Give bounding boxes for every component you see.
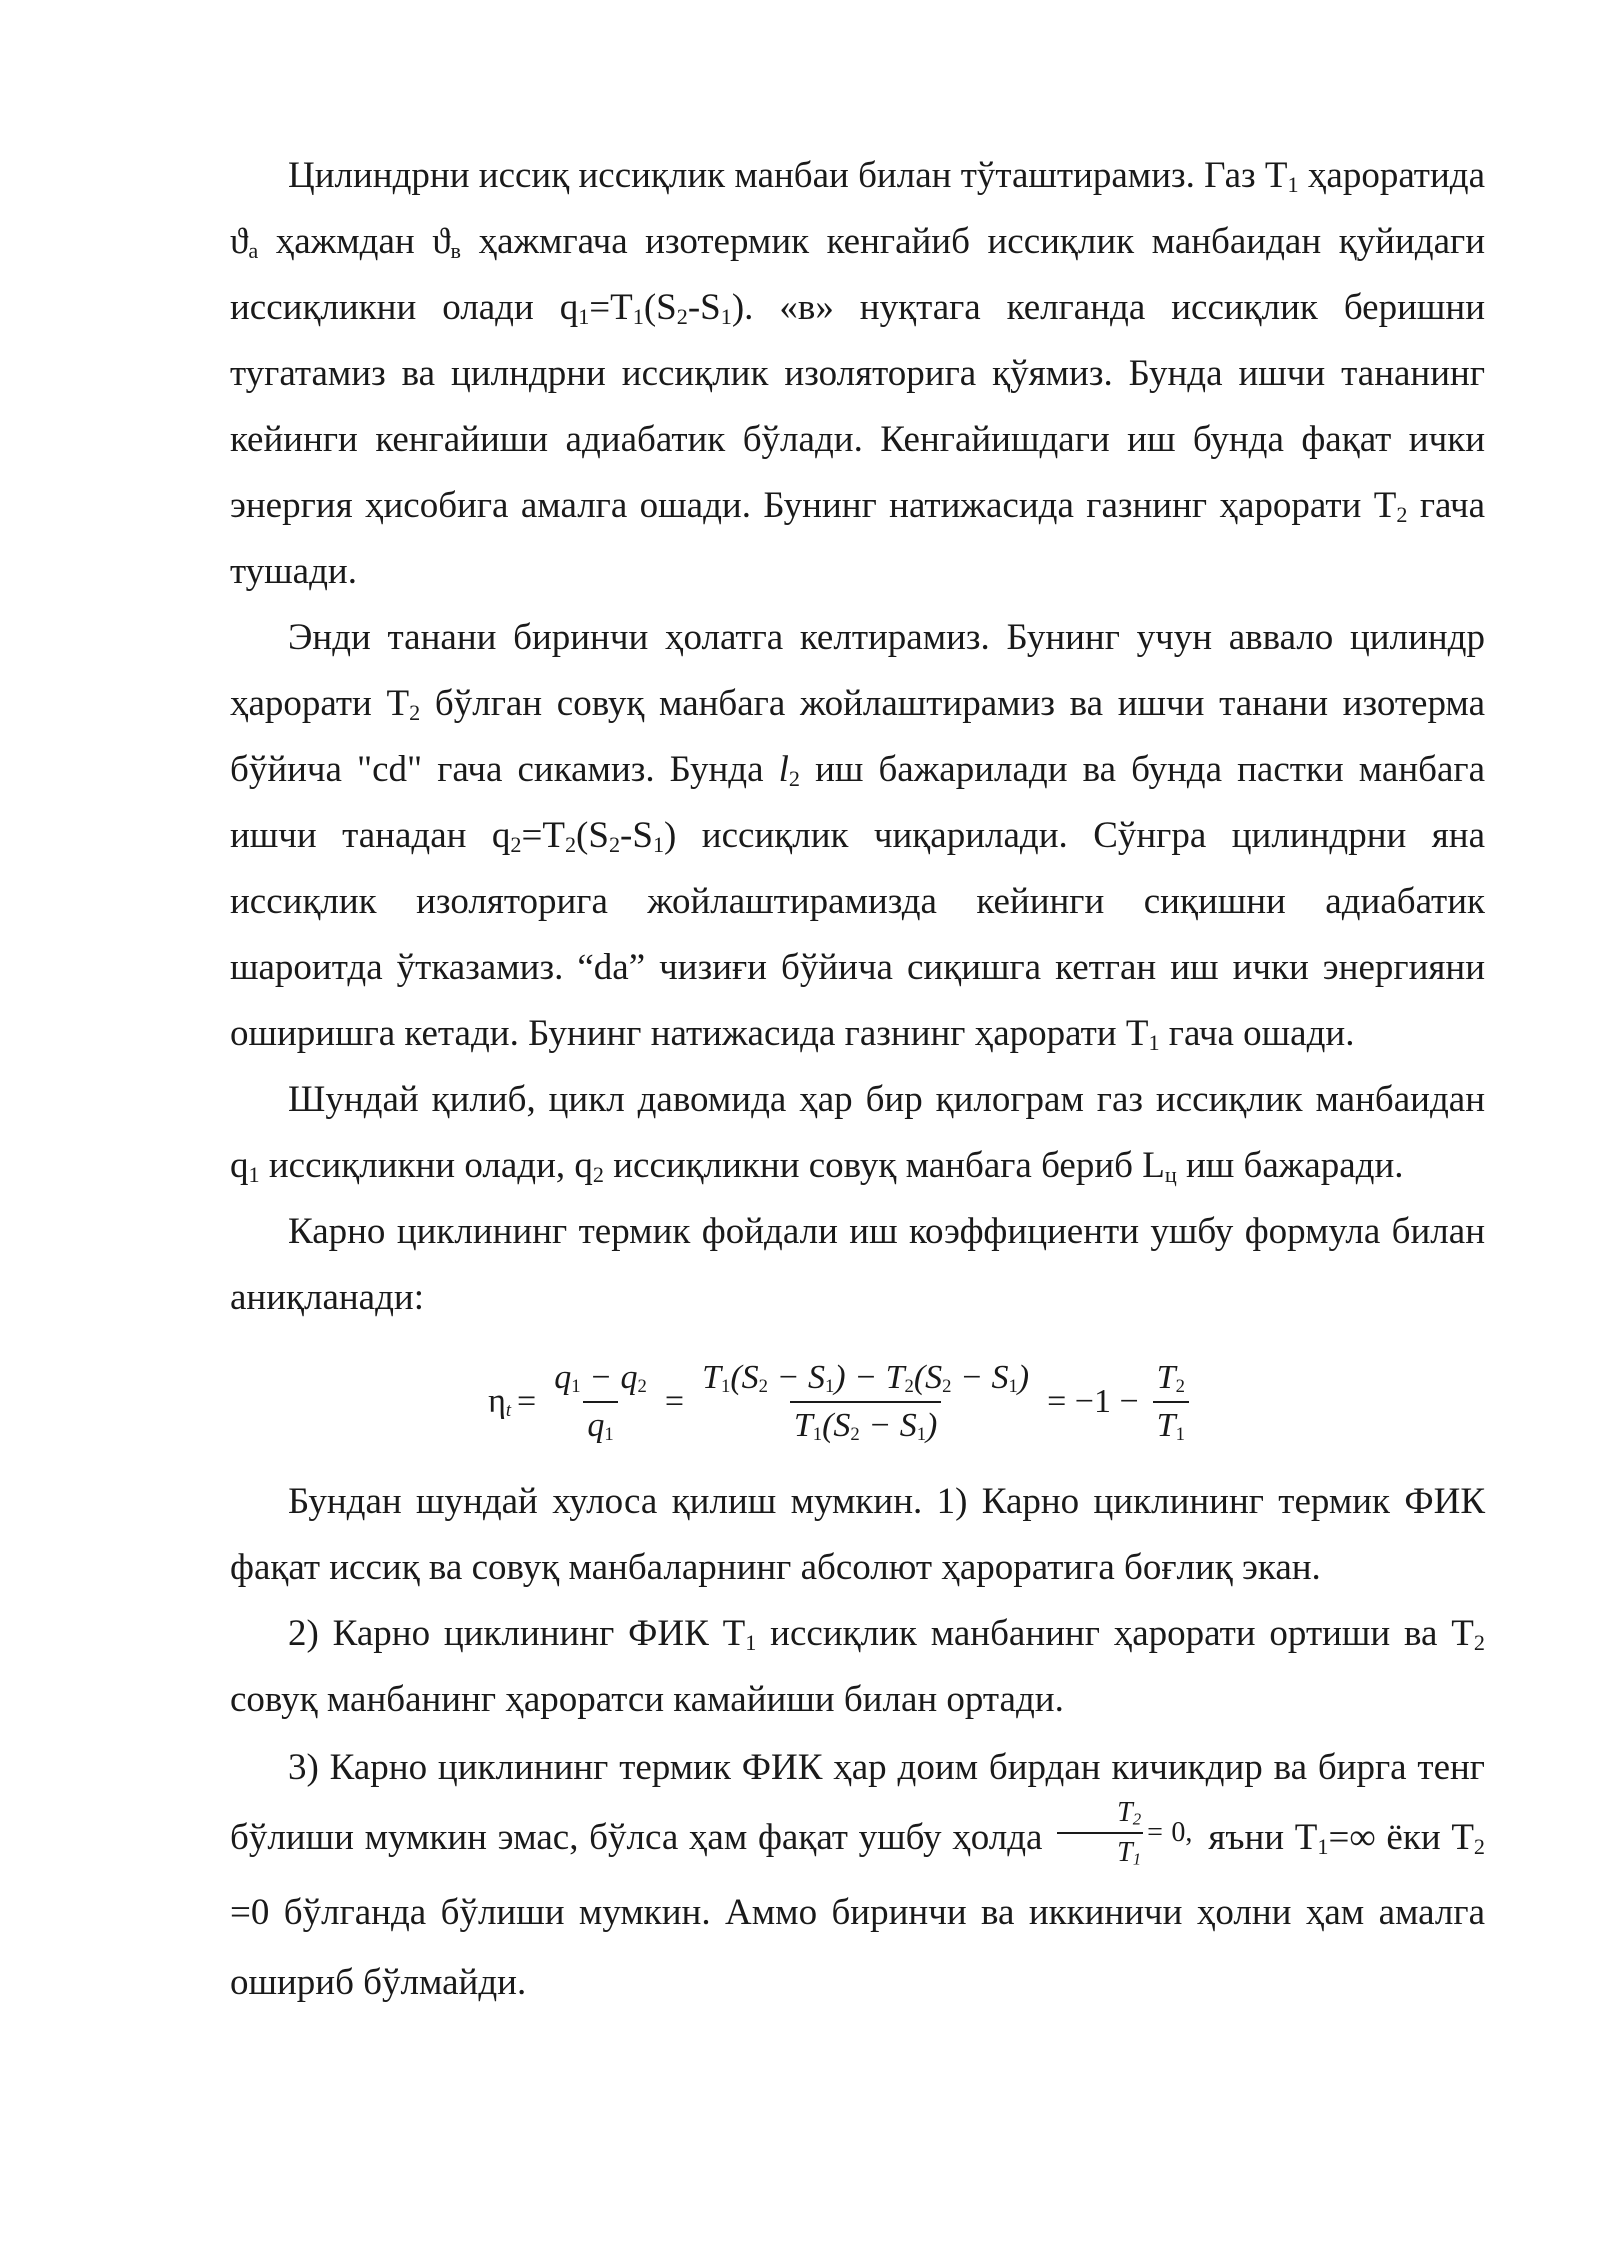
- inline-fraction-t2-t1: $\frac{T_2}{T_1}$: [1057, 1796, 1143, 1870]
- formula-equals-1: =: [517, 1383, 537, 1420]
- document-page: [230, 143, 1485, 2018]
- formula-fraction-heat: $\frac{q_1 - q_2}{q_1}$: [554, 1359, 647, 1446]
- formula-equals-3: = −1 −: [1047, 1383, 1139, 1420]
- formula-fraction-entropy: $\frac{T_1(S_2 - S_1) - T_2(S_2 - S_1)}{T_1(S_2 - S_1)}$: [702, 1359, 1030, 1446]
- paragraph-efficiency-intro: Карно циклининг термик фойдали иш коэффициенти ушбу формула билан аниқланади:: [230, 1211, 1485, 1318]
- formula-eta: $\eta_t$: [488, 1383, 512, 1422]
- paragraph-conclusion-1: Бундан шундай хулоса қилиш мумкин. 1) Карно циклининг термик ФИК фақат иссиқ ва совуқ манбаларнинг абсолют ҳароратига боғлиқ экан.: [230, 1481, 1485, 1588]
- paragraph-isothermal-expansion: Цилиндрни иссиқ иссиқлик манбаи билан тўташтирамиз. Газ $T_1$ ҳароратида $ϑ_а$ ҳажмдан $ϑ_в$ ҳажмгача изотермик кенгайиб иссиқлик манбаидан қуйидаги иссиқликни олади $q_1=T_1(S_2-S_1)$. «в» нуқтага келганда иссиқлик беришни тугатамиз ва цилндрни иссиқлик изоляторига қўямиз. Бунда ишчи тананинг кейинги кенгайиши адиабатик бўлади. Кенгайишдаги иш бунда фақат ички энергия ҳисобига амалга ошади. Бунинг натижасида газнинг ҳарорати $T_2$ гача тушади.: [230, 155, 1485, 592]
- formula-equals-2: =: [664, 1383, 685, 1420]
- carnot-efficiency-formula: [230, 1337, 1485, 1467]
- formula-fraction-temperature: $\frac{T_2}{T_1}$: [1153, 1359, 1189, 1445]
- paragraph-conclusion-2: 2) Карно циклининг ФИК $T_1$ иссиқлик манбанинг ҳарорати ортиши ва $T_2$ совуқ манбанинг ҳароратси камайиши билан ортади.: [230, 1613, 1485, 1720]
- paragraph-isothermal-compression: Энди танани биринчи ҳолатга келтирамиз. Бунинг учун аввало цилиндр ҳарорати $T_2$ бўлган совуқ манбага жойлаштирамиз ва ишчи танани изотерма бўйича "cd" гача сикамиз. Бунда $l_2$ иш бажарилади ва бунда пастки манбага ишчи танадан $q_2=T_2(S_2-S_1)$ иссиқлик чиқарилади. Сўнгра цилиндрни яна иссиқлик изоляторига жойлаштирамизда кейинги сиқишни адиабатик шароитда ўтказамиз. “da” чизиғи бўйича сиқишга кетган иш ички энергияни оширишга кетади. Бунинг натижасида газнинг ҳарорати $T_1$ гача ошади.: [230, 617, 1486, 1055]
- paragraph-cycle-summary: Шундай қилиб, цикл давомида ҳар бир қилограм газ иссиқлик манбаидан $q_1$ иссиқликни олади, $q_2$ иссиқликни совуқ манбага бериб $L_ц$ иш бажаради.: [230, 1079, 1485, 1187]
- paragraph-conclusion-3: 3) Карно циклининг термик ФИК ҳар доим бирдан кичикдир ва бирга тенг бўлиши мумкин эмас, бўлса ҳам фақат ушбу ҳолда $\frac{T_2}{T_1}$ $^{= 0,}$ яъни $T_1=\infty$ ёки $T_2 =0$ бўлганда бўлиши мумкин. Аммо биринчи ва иккиничи ҳолни ҳам амалга ошириб бўлмайди.: [230, 1747, 1486, 2003]
